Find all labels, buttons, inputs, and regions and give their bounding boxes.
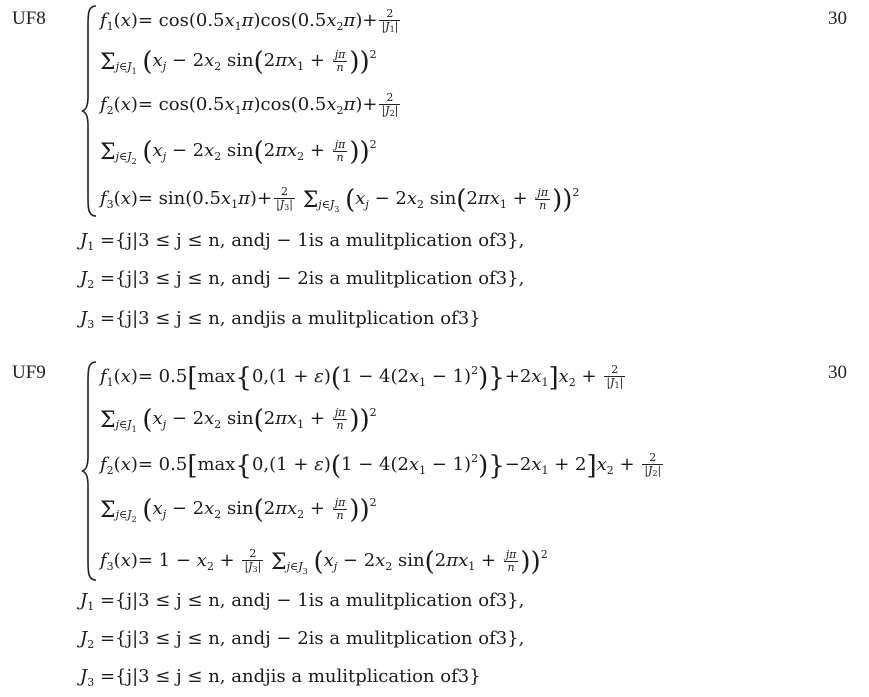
uf8-set-j3-text: ={j|3 ≤ j ≤ n, andjis a mulitplication of3} <box>99 308 481 329</box>
uf8-f3-line: $f_3(x)= \sin(0.5x_1\pi)+$ $\frac{2}{|J_3|}$ $\Sigma_{j\in J_3}$ ($x_j - 2x_2$ $\sin(2\pi x_1$ + $\frac{j\pi}{n}$ ))$^2$ <box>100 185 580 215</box>
uf9-set-j1-text: ={j|3 ≤ j ≤ n, andj − 1is a mulitplication of3}, <box>99 590 525 611</box>
uf9-set-j3: $J_3 =\{j|3 \le j \le n$, andjis a mulitplication of3} <box>80 666 481 689</box>
problem-label-uf9: UF9 <box>12 362 46 383</box>
dimension-uf8: 30 <box>828 8 847 29</box>
left-brace-uf8 <box>80 4 98 218</box>
uf8-f1-line: $f_1(x)= \cos(0.5x_1\pi)\cos(0.5x_2\pi)+$ $\frac{2}{|J_1|}$ <box>100 7 399 34</box>
uf8-f1-sum-line: $\Sigma_{j\in J_1}$ ($x_j - 2x_2$ $\sin(2\pi x_1$ + $\frac{j\pi}{n}$ ))$^2$ <box>100 47 377 77</box>
uf9-f2-sum-line: $\Sigma_{j\in J_2}$ ($x_j - 2x_2$ $\sin(2\pi x_2$ + $\frac{j\pi}{n}$ ))$^2$ <box>100 495 377 525</box>
problem-label-uf8: UF8 <box>12 8 46 29</box>
left-brace-uf9 <box>80 360 98 582</box>
uf9-set-j3-text: ={j|3 ≤ j ≤ n, andjis a mulitplication of3} <box>99 666 481 687</box>
uf8-set-j1: $J_1 =\{j|3 \le j \le n$, andj − 1is a mulitplication of3}, <box>80 230 525 253</box>
uf8-set-j3: $J_3 =\{j|3 \le j \le n$, andjis a mulitplication of3} <box>80 308 481 331</box>
dimension-uf9: 30 <box>828 362 847 383</box>
uf8-f2-sum-line: $\Sigma_{j\in J_2}$ ($x_j - 2x_2$ $\sin(2\pi x_2$ + $\frac{j\pi}{n}$ ))$^2$ <box>100 137 377 167</box>
uf9-set-j2: $J_2 =\{j|3 \le j \le n$, andj − 2is a mulitplication of3}, <box>80 628 525 651</box>
uf9-f3-line: $f_3(x)= 1 - x_2$ + $\frac{2}{|J_3|}$ $\Sigma_{j\in J_3}$ ($x_j - 2x_2$ $\sin(2\pi x_1$ + $\frac{j\pi}{n}$ ))$^2$ <box>100 547 548 577</box>
uf8-set-j2-text: ={j|3 ≤ j ≤ n, andj − 2is a mulitplication of3}, <box>99 268 525 289</box>
uf9-set-j1: $J_1 =\{j|3 \le j \le n$, andj − 1is a mulitplication of3}, <box>80 590 525 613</box>
uf9-f1-sum-line: $\Sigma_{j\in J_1}$ ($x_j - 2x_2$ $\sin(2\pi x_1$ + $\frac{j\pi}{n}$ ))$^2$ <box>100 405 377 435</box>
uf8-set-j1-text: ={j|3 ≤ j ≤ n, andj − 1is a mulitplication of3}, <box>99 230 525 251</box>
uf9-set-j2-text: ={j|3 ≤ j ≤ n, andj − 2is a mulitplication of3}, <box>99 628 525 649</box>
uf9-f2-line: $f_2(x)= 0.5[\max\{0,(1 + \varepsilon)(1 - 4(2x_1 - 1)^2)\}-2x_1 + 2]x_2$ + $\frac{2}{|J_2|}$ <box>100 451 662 481</box>
uf8-set-j2: $J_2 =\{j|3 \le j \le n$, andj − 2is a mulitplication of3}, <box>80 268 525 291</box>
uf8-f2-line: $f_2(x)= \cos(0.5x_1\pi)\cos(0.5x_2\pi)+$ $\frac{2}{|J_2|}$ <box>100 91 399 118</box>
uf9-f1-line: $f_1(x)= 0.5[\max\{0,(1 + \varepsilon)(1 - 4(2x_1 - 1)^2)\}+2x_1]x_2$ + $\frac{2}{|J_1|}$ <box>100 363 624 393</box>
